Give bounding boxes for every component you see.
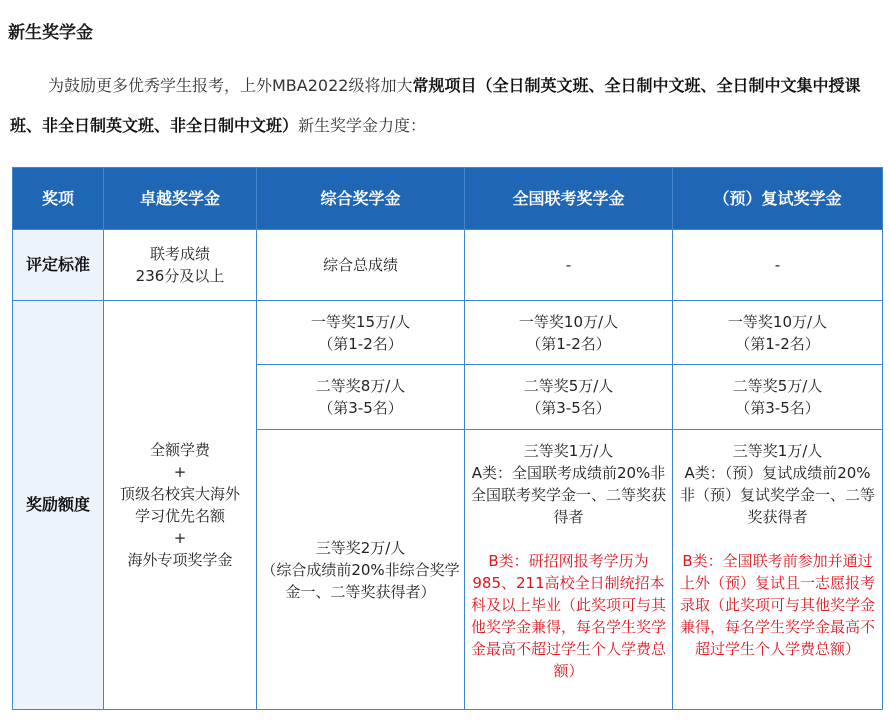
criteria-comprehensive: 综合总成绩 <box>257 230 465 301</box>
intro-tail: 新生奖学金力度： <box>298 116 427 135</box>
comprehensive-second: 二等奖8万/人 （第3-5名） <box>257 365 465 430</box>
national-second: 二等奖5万/人 （第3-5名） <box>465 365 673 430</box>
comprehensive-third: 三等奖2万/人 （综合成绩前20%非综合奖学金一、二等奖获得者） <box>257 430 465 710</box>
header-award-type: 奖项 <box>13 168 104 230</box>
criteria-national: - <box>465 230 673 301</box>
comprehensive-first: 一等奖15万/人 （第1-2名） <box>257 301 465 365</box>
national-third-b: B类：研招网报考学历为985、211高校全日制统招本科及以上毕业（此奖项可与其他奖学金兼得，每名学生奖学金最高不超过学生个人学费总额） <box>470 552 666 680</box>
table-header-row <box>13 168 883 230</box>
header-excellence: 卓越奖学金 <box>104 168 257 230</box>
scholarship-table <box>12 167 883 710</box>
award-label: 奖励额度 <box>13 301 104 710</box>
header-national: 全国联考奖学金 <box>465 168 673 230</box>
criteria-label: 评定标准 <box>13 230 104 301</box>
award-row-first <box>13 301 883 365</box>
retest-second: 二等奖5万/人 （第3-5名） <box>673 365 883 430</box>
section-title: 新生奖学金 <box>8 23 93 43</box>
national-third: 三等奖1万/人 A类：全国联考成绩前20%非全国联考奖学金一、二等奖获得者 B类：研招网报考学历为985、211高校全日制统招本科及以上毕业（此奖项可与其他奖学金兼得，每名学生奖学金最高不超过学生个人学费总额） <box>465 430 673 710</box>
header-comprehensive: 综合奖学金 <box>257 168 465 230</box>
retest-third: 三等奖1万/人 A类：（预）复试成绩前20%非（预）复试奖学金一、二等奖获得者 B类：全国联考前参加并通过上外（预）复试且一志愿报考录取（此奖项可与其他奖学金兼得，每名学生奖学金最高不超过学生个人学费总额） <box>673 430 883 710</box>
award-excellence: 全额学费 + 顶级名校宾大海外 学习优先名额 + 海外专项奖学金 <box>104 301 257 710</box>
criteria-row <box>13 230 883 301</box>
retest-first: 一等奖10万/人 （第1-2名） <box>673 301 883 365</box>
retest-third-b: B类：全国联考前参加并通过上外（预）复试且一志愿报考录取（此奖项可与其他奖学金兼得，每名学生奖学金最高不超过学生个人学费总额） <box>679 552 875 658</box>
intro-lead: 为鼓励更多优秀学生报考，上外MBA2022级将加大 <box>48 76 413 95</box>
intro-bold-programs: 常规项目（全日制英文班、全日制中文班、全日制中文集中授课班、非全日制英文班、非全日制中文班） <box>10 76 861 135</box>
header-retest: （预）复试奖学金 <box>673 168 883 230</box>
criteria-retest: - <box>673 230 883 301</box>
intro-paragraph <box>10 66 878 146</box>
criteria-excellence: 联考成绩 236分及以上 <box>104 230 257 301</box>
national-first: 一等奖10万/人 （第1-2名） <box>465 301 673 365</box>
